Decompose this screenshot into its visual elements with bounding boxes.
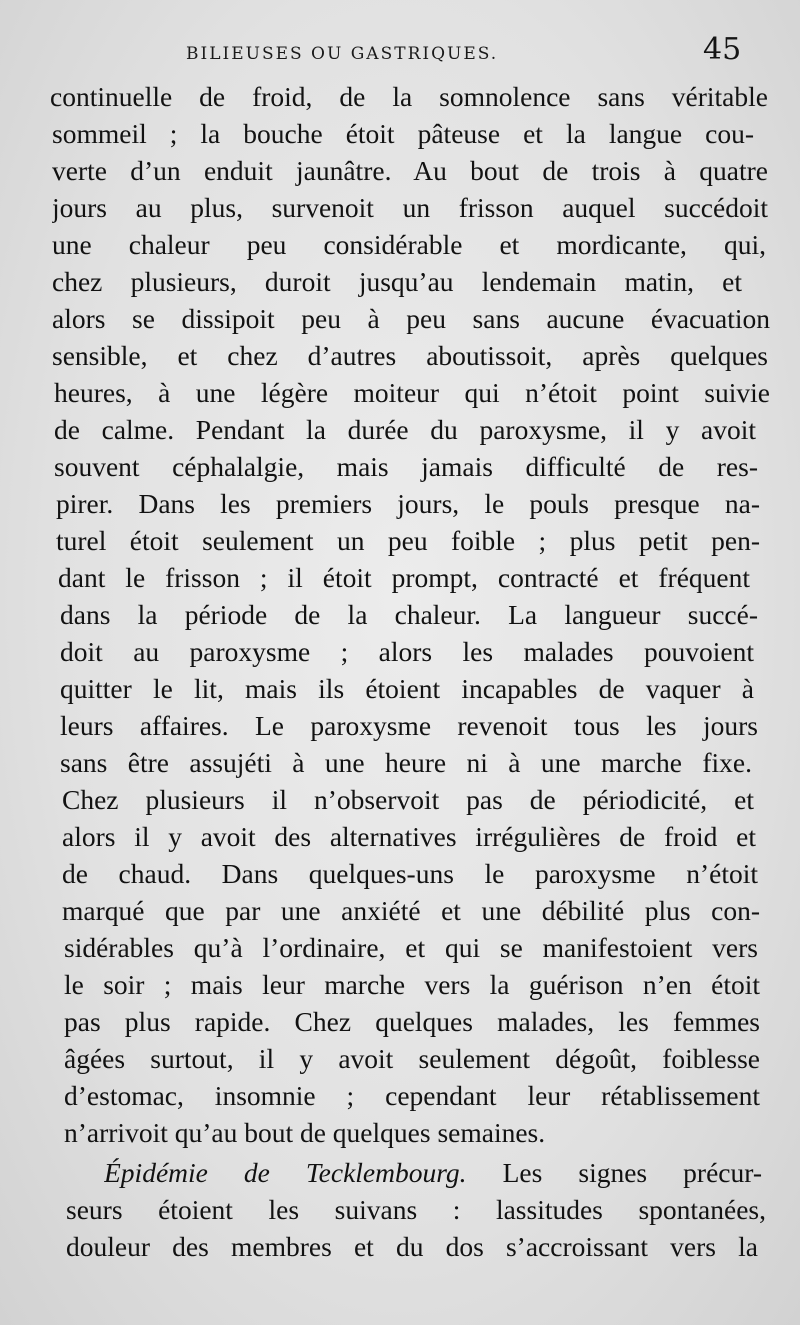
text-line: doit au paroxysme ; alors les malades pouvoient bbox=[60, 636, 754, 667]
text-line: une chaleur peu considérable et mordicante, qui, bbox=[52, 229, 766, 260]
text-line: d’estomac, insomnie ; cependant leur rétablissement bbox=[64, 1080, 760, 1111]
text-line: sensible, et chez d’autres aboutissoit, après quelques bbox=[52, 340, 768, 371]
text-line: le soir ; mais leur marche vers la guérison n’en étoit bbox=[64, 969, 760, 1000]
text-line: n’arrivoit qu’au bout de quelques semaines. bbox=[64, 1117, 546, 1148]
text-line: quitter le lit, mais ils étoient incapables de vaquer à bbox=[60, 673, 754, 704]
italic-heading: Épidémie de Tecklembourg. bbox=[104, 1157, 467, 1188]
text-run: Les signes précur- bbox=[466, 1157, 762, 1188]
text-line: sans être assujéti à une heure ni à une marche fixe. bbox=[60, 747, 752, 778]
text-line: continuelle de froid, de la somnolence sans véritable bbox=[50, 81, 768, 112]
text-line: verte d’un enduit jaunâtre. Au bout de trois à quatre bbox=[52, 155, 768, 186]
text-line: marqué que par une anxiété et une débilité plus con- bbox=[62, 895, 760, 926]
text-line: dant le frisson ; il étoit prompt, contracté et fréquent bbox=[58, 562, 750, 593]
text-line: heures, à une légère moiteur qui n’étoit point suivie bbox=[54, 377, 770, 408]
text-line: seurs étoient les suivans : lassitudes spontanées, bbox=[66, 1194, 766, 1225]
text-line: âgées surtout, il y avoit seulement dégoût, foiblesse bbox=[64, 1043, 760, 1074]
text-line: Chez plusieurs il n’observoit pas de périodicité, et bbox=[62, 784, 754, 815]
text-line: chez plusieurs, duroit jusqu’au lendemain matin, et bbox=[52, 266, 742, 297]
text-line: pas plus rapide. Chez quelques malades, les femmes bbox=[64, 1006, 760, 1037]
text-line: de chaud. Dans quelques-uns le paroxysme n’étoit bbox=[62, 858, 758, 889]
text-line: douleur des membres et du dos s’accroissant vers la bbox=[66, 1231, 758, 1262]
text-line-paragraph-start bbox=[104, 1154, 762, 1191]
text-line: pirer. Dans les premiers jours, le pouls presque na- bbox=[56, 488, 760, 519]
text-line: jours au plus, survenoit un frisson auquel succédoit bbox=[52, 192, 768, 223]
text-line: alors se dissipoit peu à peu sans aucune évacuation bbox=[52, 303, 770, 334]
page-number: 45 bbox=[703, 32, 742, 67]
text-line: sidérables qu’à l’ordinaire, et qui se manifestoient vers bbox=[64, 932, 758, 963]
running-header: BILIEUSES OU GASTRIQUES. bbox=[186, 44, 499, 64]
text-line: de calme. Pendant la durée du paroxysme, il y avoit bbox=[54, 414, 756, 445]
text-line: leurs affaires. Le paroxysme revenoit tous les jours bbox=[60, 710, 758, 741]
text-line: sommeil ; la bouche étoit pâteuse et la langue cou- bbox=[52, 118, 754, 149]
text-line: souvent céphalalgie, mais jamais difficulté de res- bbox=[54, 451, 758, 482]
text-line: dans la période de la chaleur. La langueur succé- bbox=[60, 599, 758, 630]
text-line: turel étoit seulement un peu foible ; plus petit pen- bbox=[56, 525, 760, 556]
text-line: alors il y avoit des alternatives irrégulières de froid et bbox=[62, 821, 756, 852]
